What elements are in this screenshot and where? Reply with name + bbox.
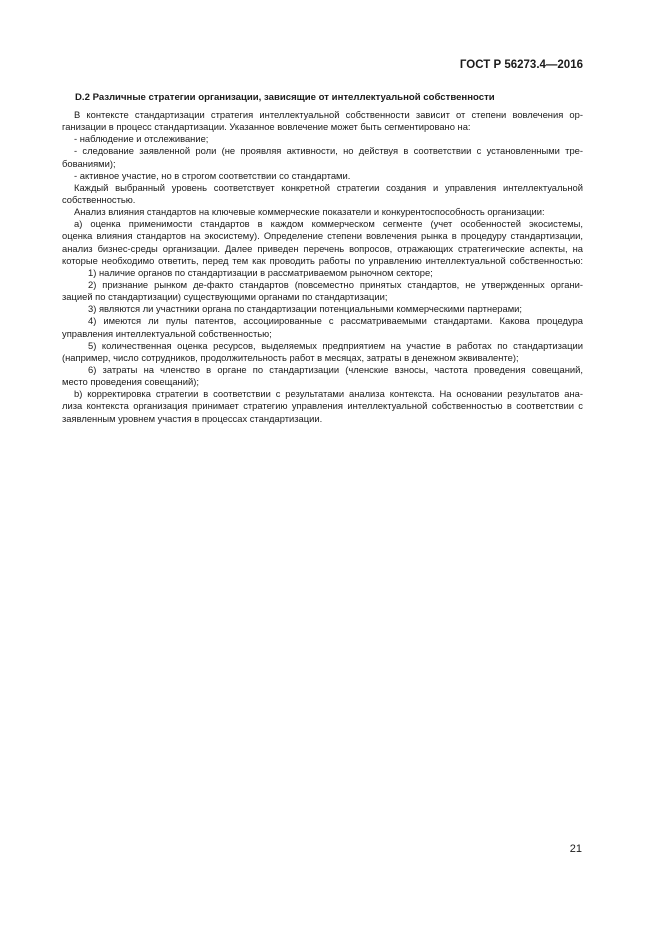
text-line: анализ бизнес-среды организации. Далее приведен перечень вопросов, отражающих стратегические аспекты, на [62,242,583,254]
text-line: 2) признание рынком де-факто стандартов (повсеместно принятых стандартов, не утвержденных органи- [88,278,583,290]
text-line: ганизации в процесс стандартизации. Указанное вовлечение может быть сегментировано на: [62,121,471,133]
text-line: 6) затраты на членство в органе по стандартизации (членские взносы, частота проведения совещаний, [88,363,583,375]
text-line: - наблюдение и отслеживание; [74,133,209,145]
text-line: которые необходимо ответить, перед тем как проводить работы по управлению интеллектуальной собственностью: [62,254,583,266]
text-line: 5) количественная оценка ресурсов, выделяемых предприятием на участие в работах по стандартизации [88,339,583,351]
text-line: 3) являются ли участники органа по стандартизации потенциальными коммерческими партнерами; [88,303,523,315]
text-line: Каждый выбранный уровень соответствует конкретной стратегии создания и управления интеллектуальной [74,181,583,193]
text-line: - активное участие, но в строгом соответствии со стандартами. [74,169,351,181]
text-line: бованиями); [62,157,116,169]
text-line: b) корректировка стратегии в соответствии с результатами анализа контекста. На основании результатов ана- [74,388,583,400]
section-heading: D.2 Различные стратегии организации, зависящие от интеллектуальной собственности [75,92,495,103]
text-line: Анализ влияния стандартов на ключевые коммерческие показатели и конкурентоспособность организации: [74,206,545,218]
text-line: В контексте стандартизации стратегия интеллектуальной собственности зависит от степени вовлечения ор- [74,109,583,120]
page-number: 21 [569,843,582,855]
text-line: зацией по стандартизации) существующими органами по стандартизации; [62,291,388,303]
body-text [62,109,583,425]
text-line: место проведения совещаний); [62,376,199,388]
document-id-header: ГОСТ Р 56273.4—2016 [459,59,583,71]
text-line: лиза контекста организация принимает стратегию управления интеллектуальной собственностью в соответствии с [62,400,583,412]
text-line: 1) наличие органов по стандартизации в рассматриваемом рыночном секторе; [88,266,433,278]
text-line: собственностью. [62,193,136,205]
text-line: заявленным уровнем участия в процессах стандартизации. [62,412,323,424]
text-line: - следование заявленной роли (не проявляя активности, но действуя в соответствии с установленными тре- [74,145,583,157]
text-line: а) оценка применимости стандартов в каждом коммерческом сегменте (учет особенностей экосистемы, [74,218,583,230]
text-line: 4) имеются ли пулы патентов, ассоциированные с рассматриваемыми стандартами. Какова процедура [88,315,583,327]
text-line: (например, число сотрудников, продолжительность работ в месяцах, затраты в денежном эквиваленте); [62,351,519,363]
text-line: управления интеллектуальной собственностью; [62,327,272,339]
text-line: оценка влияния стандартов на экосистему). Определение степени вовлечения рынка в процедуру стандартизации, [62,230,583,242]
